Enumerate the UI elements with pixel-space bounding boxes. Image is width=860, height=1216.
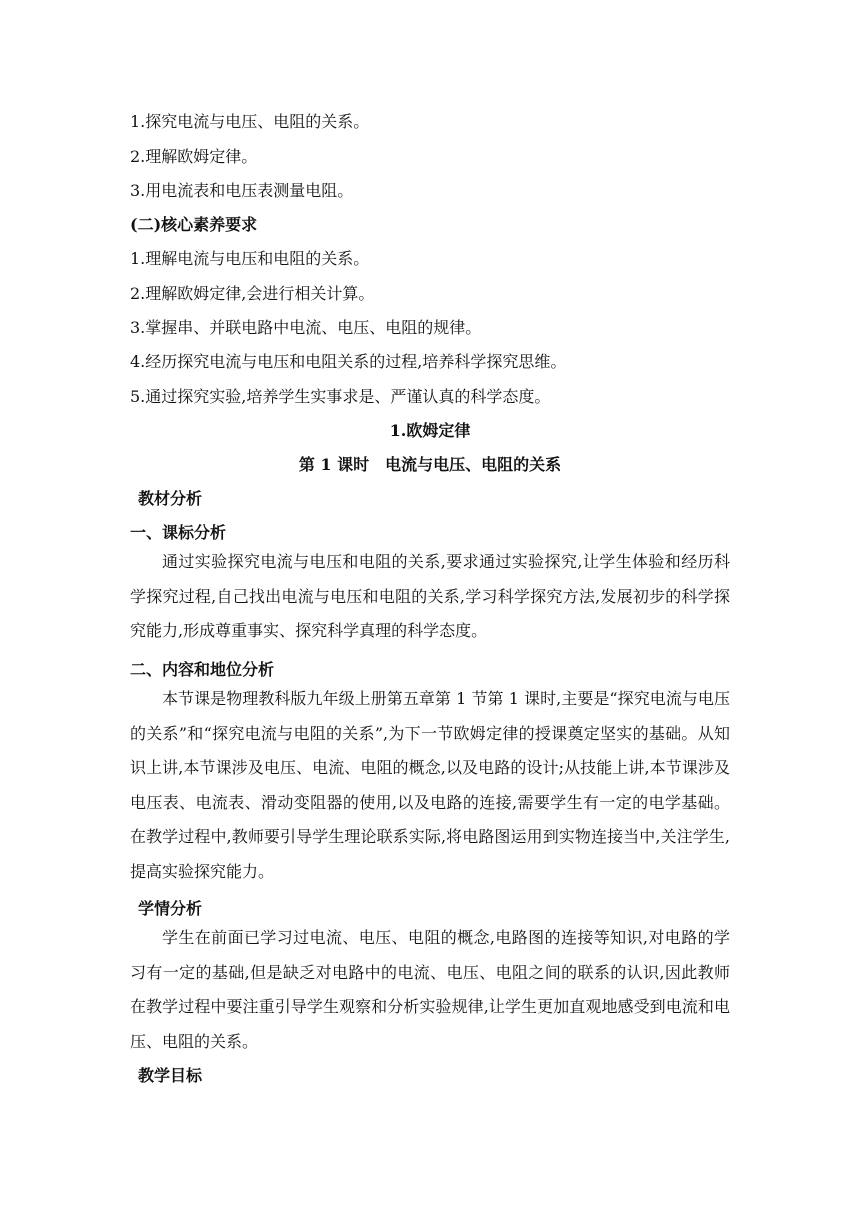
content-analysis-heading: 二、内容和地位分析 [130, 660, 275, 679]
core-item-5: 5.通过探究实验,培养学生实事求是、严谨认真的科学态度。 [130, 387, 551, 406]
section-title: 1.欧姆定律 [389, 421, 471, 440]
curriculum-analysis-paragraph: 通过实验探究电流与电压和电阻的关系,要求通过实验探究,让学生体验和经历科学探究过程,自己找出电流与电压和电阻的关系,学习科学探究方法,发展初步的科学探究能力,形成尊重事实、探究科学真理的科学态度。 [130, 552, 730, 640]
core-item-4: 4.经历探究电流与电压和电阻关系的过程,培养科学探究思维。 [130, 352, 567, 371]
core-item-3: 3.掌握串、并联电路中电流、电压、电阻的规律。 [130, 318, 482, 337]
knowledge-item-3: 3.用电流表和电压表测量电阻。 [130, 181, 354, 200]
knowledge-item-1: 1.探究电流与电压、电阻的关系。 [130, 112, 370, 131]
knowledge-item-2: 2.理解欧姆定律。 [130, 147, 258, 166]
core-item-2: 2.理解欧姆定律,会进行相关计算。 [130, 284, 375, 303]
content-analysis-paragraph: 本节课是物理教科版九年级上册第五章第 1 节第 1 课时,主要是“探究电流与电压的关系”和“探究电流与电阻的关系”,为下一节欧姆定律的授课奠定坚实的基础。从知识上讲,本节课涉及电压、电流、电阻的概念,以及电路的设计;从技能上讲,本节课涉及电压表、电流表、滑动变阻器的使用,以及电路的连接,需要学生有一定的电学基础。在教学过程中,教师要引导学生理论联系实际,将电路图运用到实物连接当中,关注学生,提高实验探究能力。 [130, 689, 730, 881]
core-literacy-heading: (二)核心素养要求 [130, 215, 258, 234]
curriculum-analysis-heading: 一、课标分析 [130, 523, 227, 542]
student-analysis-paragraph: 学生在前面已学习过电流、电压、电阻的概念,电路图的连接等知识,对电路的学习有一定的基础,但是缺乏对电路中的电流、电压、电阻之间的联系的认识,因此教师在教学过程中要注重引导学生观察和分析实验规律,让学生更加直观地感受到电流和电压、电阻的关系。 [130, 928, 730, 1051]
teaching-objectives-heading: 教学目标 [138, 1066, 203, 1085]
core-item-1: 1.理解电流与电压和电阻的关系。 [130, 249, 370, 268]
student-analysis-heading: 学情分析 [138, 899, 203, 918]
textbook-analysis-heading: 教材分析 [138, 489, 203, 508]
lesson-title: 第 1 课时 电流与电压、电阻的关系 [298, 455, 562, 474]
